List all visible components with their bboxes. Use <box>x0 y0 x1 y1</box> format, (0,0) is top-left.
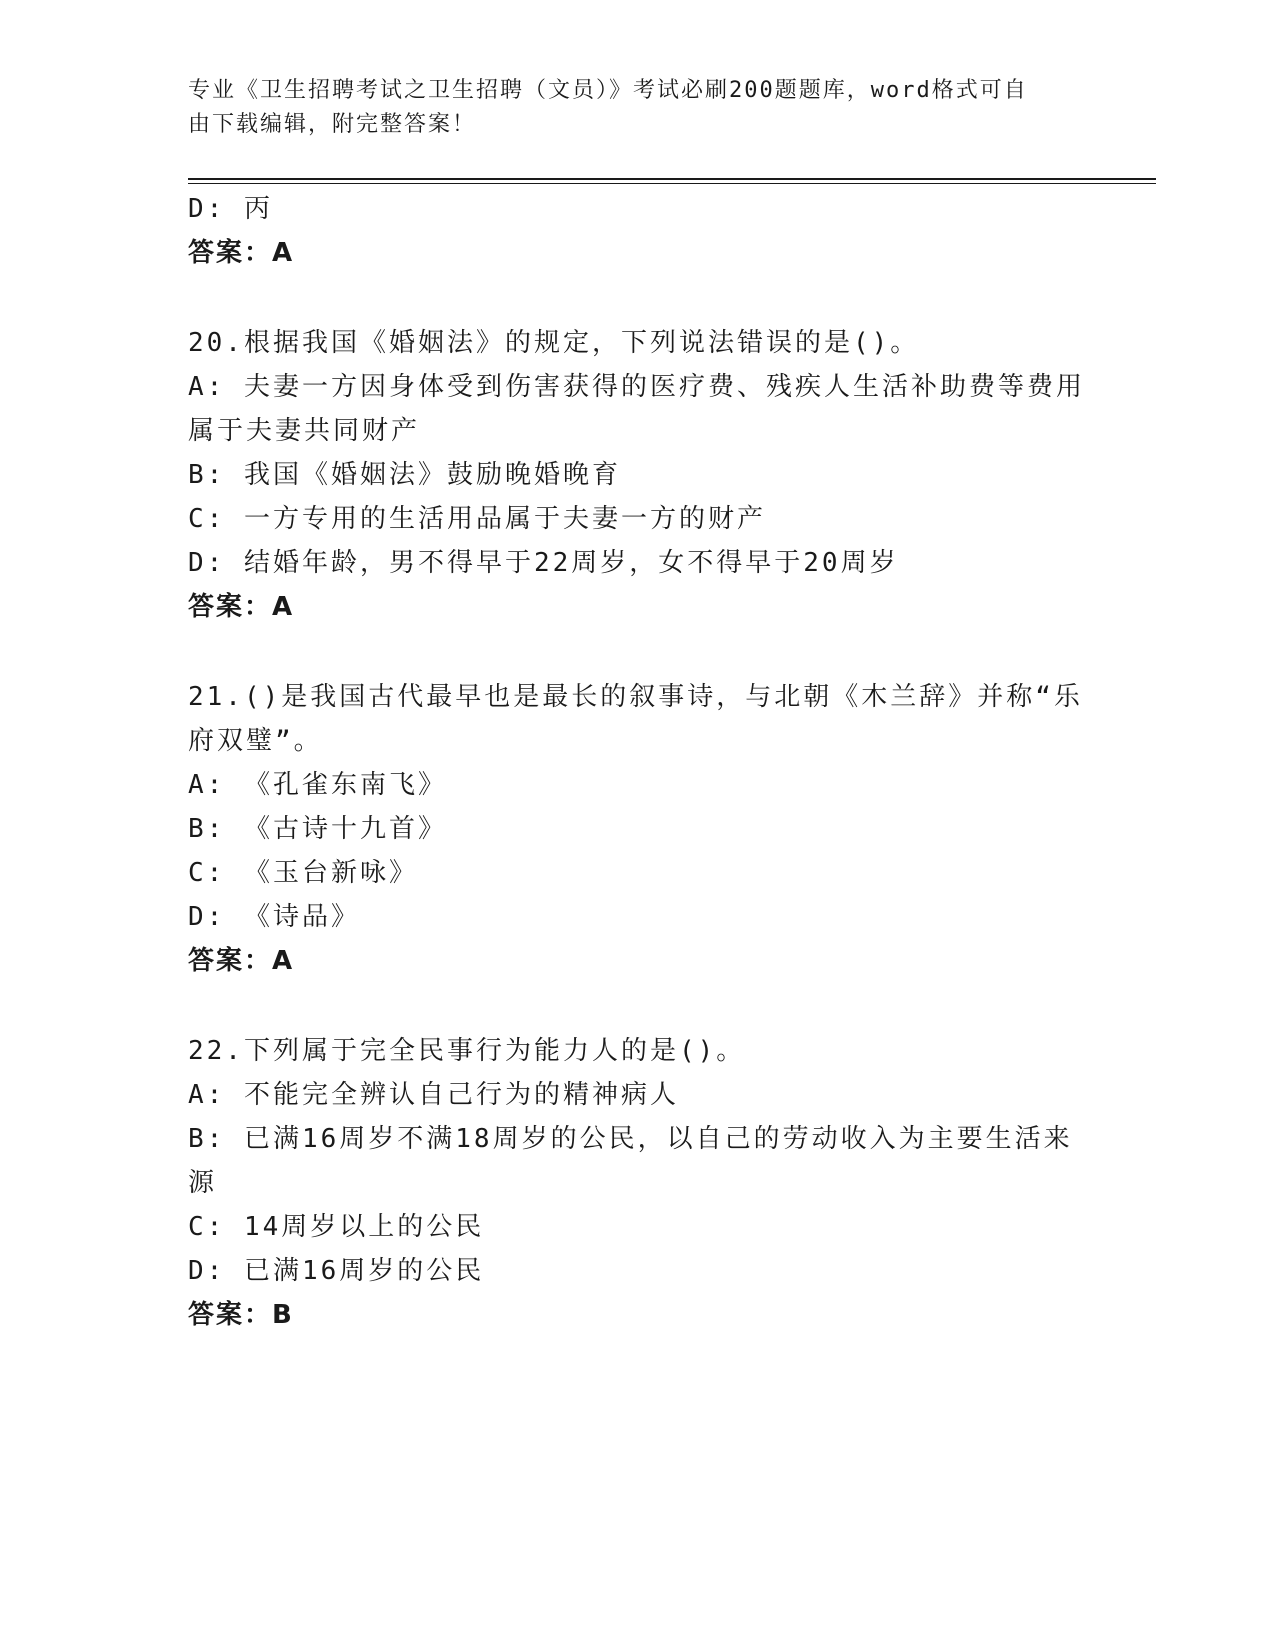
q20-stem: 20.根据我国《婚姻法》的规定，下列说法错误的是()。 <box>188 328 920 358</box>
q22-stem: 22.下列属于完全民事行为能力人的是()。 <box>188 1036 746 1066</box>
q21-answer: 答案：A <box>188 946 295 976</box>
q20-option-d: D: 结婚年龄，男不得早于22周岁，女不得早于20周岁 <box>188 548 899 578</box>
header-line-2: 由下载编辑，附完整答案！ <box>188 112 477 137</box>
q22-option-c: C: 14周岁以上的公民 <box>188 1212 485 1242</box>
header-rule-thin <box>188 183 1156 184</box>
q21-option-a: A: 《孔雀东南飞》 <box>188 770 447 800</box>
prev-answer: 答案：A <box>188 238 295 268</box>
q20-option-a-continued: 属于夫妻共同财产 <box>188 416 421 446</box>
q20-option-a: A: 夫妻一方因身体受到伤害获得的医疗费、残疾人生活补助费等费用 <box>188 372 1085 402</box>
header-line-1: 专业《卫生招聘考试之卫生招聘（文员）》考试必刷200题题库，word格式可自 <box>188 78 1028 103</box>
q21-stem-continued: 府双璧”。 <box>188 726 323 756</box>
q21-option-c: C: 《玉台新咏》 <box>188 858 418 888</box>
header-rule-thick <box>188 178 1156 180</box>
q20-option-b: B: 我国《婚姻法》鼓励晚婚晚育 <box>188 460 621 490</box>
q20-answer: 答案：A <box>188 592 295 622</box>
q22-option-a: A: 不能完全辨认自己行为的精神病人 <box>188 1080 679 1110</box>
q21-option-d: D: 《诗品》 <box>188 902 360 932</box>
q21-option-b: B: 《古诗十九首》 <box>188 814 447 844</box>
q21-stem: 21.()是我国古代最早也是最长的叙事诗，与北朝《木兰辞》并称“乐 <box>188 682 1083 712</box>
document-header <box>188 74 1068 142</box>
q22-answer: 答案：B <box>188 1300 294 1330</box>
q22-option-d: D: 已满16周岁的公民 <box>188 1256 485 1286</box>
prev-option-d: D: 丙 <box>188 194 273 224</box>
q22-option-b: B: 已满16周岁不满18周岁的公民，以自己的劳动收入为主要生活来 <box>188 1124 1073 1154</box>
q20-option-c: C: 一方专用的生活用品属于夫妻一方的财产 <box>188 504 766 534</box>
q22-option-b-continued: 源 <box>188 1168 218 1198</box>
